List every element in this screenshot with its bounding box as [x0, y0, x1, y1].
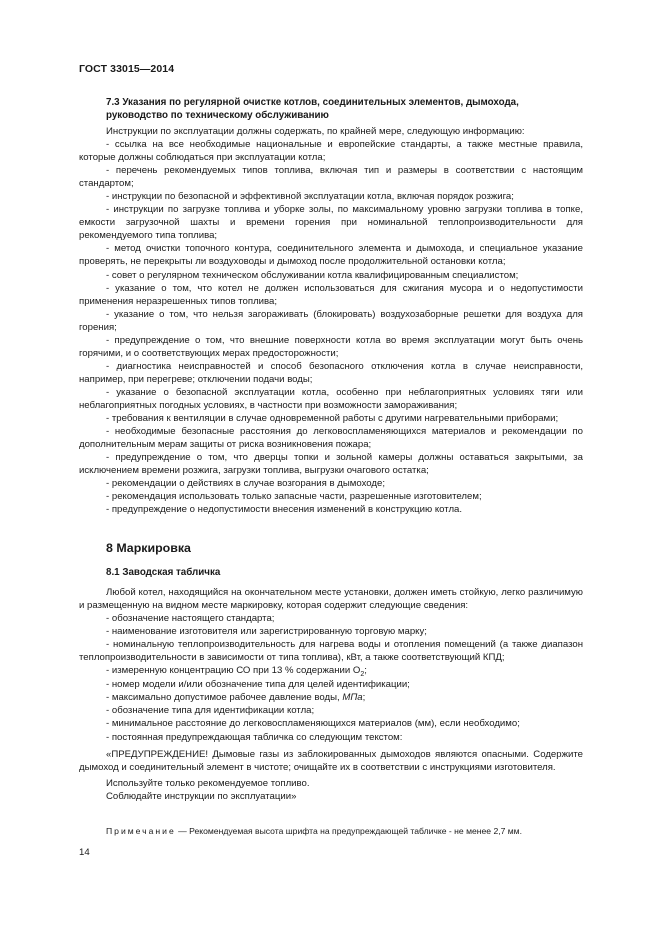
list-item: - перечень рекомендуемых типов топлива, включая тип и размеры в соответствии с настоящим стандартом;	[79, 165, 583, 190]
list-item: - обозначение типа для идентификации котла;	[106, 705, 315, 717]
list-item: - метод очистки топочного контура, соединительного элемента и дымохода, и специальное указание проверять, не перекрыты ли воздуховоды и дымоход после продолжительной остановки котла;	[79, 243, 583, 268]
list-item: - наименование изготовителя или зарегистрированную торговую марку;	[106, 626, 427, 638]
list-item: - ссылка на все необходимые национальные и европейские стандарты, а также местные правила, которые должны соблюдаться при эксплуатации котла;	[79, 139, 583, 164]
note	[106, 826, 583, 836]
page-number: 14	[79, 847, 90, 858]
list-item: - предупреждение о том, что внешние поверхности котла во время эксплуатации могут быть очень горячими, и о соответствующих мерах предосторожности;	[79, 334, 583, 359]
list-item: - указание о том, что нельзя загораживать (блокировать) воздухозаборные решетки для воздуха для горения;	[79, 308, 583, 333]
list-item: - номинальную теплопроизводительность для нагрева воды и отопления помещений (а также диапазон теплопроизводительности в зависимости от типа топлива), кВт, а также соответствующий КПД;	[79, 639, 583, 664]
co-concentration-item	[79, 664, 583, 678]
note-text: — Рекомендуемая высота шрифта на предупреждающей табличке - не менее 2,7 мм.	[175, 826, 522, 836]
pressure-unit: МПа	[342, 692, 363, 704]
co-text: - измеренную концентрацию СО при 13 % содержании О	[106, 665, 361, 677]
list-item: Любой котел, находящийся на окончательном месте установки, должен иметь стойкую, легко различимую и размещенную на видном месте маркировку, которая содержит следующие сведения:	[79, 587, 583, 612]
note-label: Примечание	[106, 826, 176, 836]
list-item: - указание о безопасной эксплуатации котла, особенно при неблагоприятных условиях тяги или неблагоприятных погодных условиях, в частности при возможности замораживания;	[79, 386, 583, 411]
o2-subscript: 2	[360, 671, 365, 679]
section-7-3-title: 7.3 Указания по регулярной очистке котлов, соединительных элементов, дымохода, руководство по техническому обслуживанию	[106, 97, 519, 121]
co-end: ;	[364, 665, 367, 677]
list-item: - предупреждение о том, что дверцы топки и зольной камеры должны оставаться закрытыми, за исключением времени розжига, загрузки топлива, выгрузки очагового остатка;	[79, 452, 583, 477]
list-item: - требования к вентиляции в случае одновременной работы с другими нагревательными приборами;	[106, 413, 559, 425]
list-item: - обозначение настоящего стандарта;	[106, 613, 275, 625]
section-7-3-body	[79, 125, 583, 516]
list-item: - указание о том, что котел не должен использоваться для сжигания мусора и о недопустимости применения неразрешенных типов топлива;	[79, 282, 583, 307]
list-item: - постоянная предупреждающая табличка со следующим текстом:	[106, 731, 403, 743]
pressure-text: - максимально допустимое рабочее давление воды,	[106, 692, 343, 704]
section-8-1-list-b	[79, 704, 583, 743]
list-item: - совет о регулярном техническом обслуживании котла квалифицированным специалистом;	[106, 269, 519, 281]
warning-follow: Соблюдайте инструкции по эксплуатации»	[106, 790, 297, 802]
section-8-1-title: 8.1 Заводская табличка	[106, 567, 221, 578]
pressure-end: ;	[362, 692, 366, 704]
section-8-1-body	[79, 586, 583, 803]
list-item: - рекомендация использовать только запасные части, разрешенные изготовителем;	[106, 491, 482, 503]
pressure-item	[79, 691, 583, 704]
list-item: - необходимые безопасные расстояния до легковоспламеняющихся материалов и рекомендации по дополнительным мерам защиты от риска возникновения пожара;	[79, 426, 583, 451]
list-item: Инструкции по эксплуатации должны содержать, по крайней мере, следующую информацию:	[106, 126, 525, 137]
section-8-1-list-a	[79, 586, 583, 664]
list-item: - инструкции по загрузке топлива и уборке золы, по максимальному уровню загрузки топлива в топке, емкости загрузочной шахты и времени горения при номинальной теплопроизводительности для рекомендуемого типа топлива;	[79, 204, 583, 242]
list-item: - минимальное расстояние до легковоспламеняющихся материалов (мм), если необходимо;	[106, 718, 520, 730]
list-item: - предупреждение о недопустимости внесения изменений в конструкцию котла.	[106, 504, 463, 516]
warning-text: «ПРЕДУПРЕЖДЕНИЕ! Дымовые газы из заблокированных дымоходов являются опасными. Содержите дымоход и соединительный элемент в чистоте; очищайте их в соответствии с инструкциями изготовителя.	[79, 748, 583, 773]
list-item: - рекомендации о действиях в случае возгорания в дымоходе;	[106, 478, 386, 490]
model-item: - номер модели и/или обозначение типа для целей идентификации;	[106, 679, 410, 691]
standard-header: ГОСТ 33015—2014	[79, 63, 175, 75]
list-item: - инструкции по безопасной и эффективной эксплуатации котла, включая порядок розжига;	[106, 191, 514, 203]
list-item: - диагностика неисправностей и способ безопасного отключения котла в случае неисправности, например, при перегреве; отключении подачи воды;	[79, 360, 583, 385]
warning-fuel: Используйте только рекомендуемое топливо.	[106, 777, 310, 789]
section-8-title: 8 Маркировка	[106, 541, 191, 555]
